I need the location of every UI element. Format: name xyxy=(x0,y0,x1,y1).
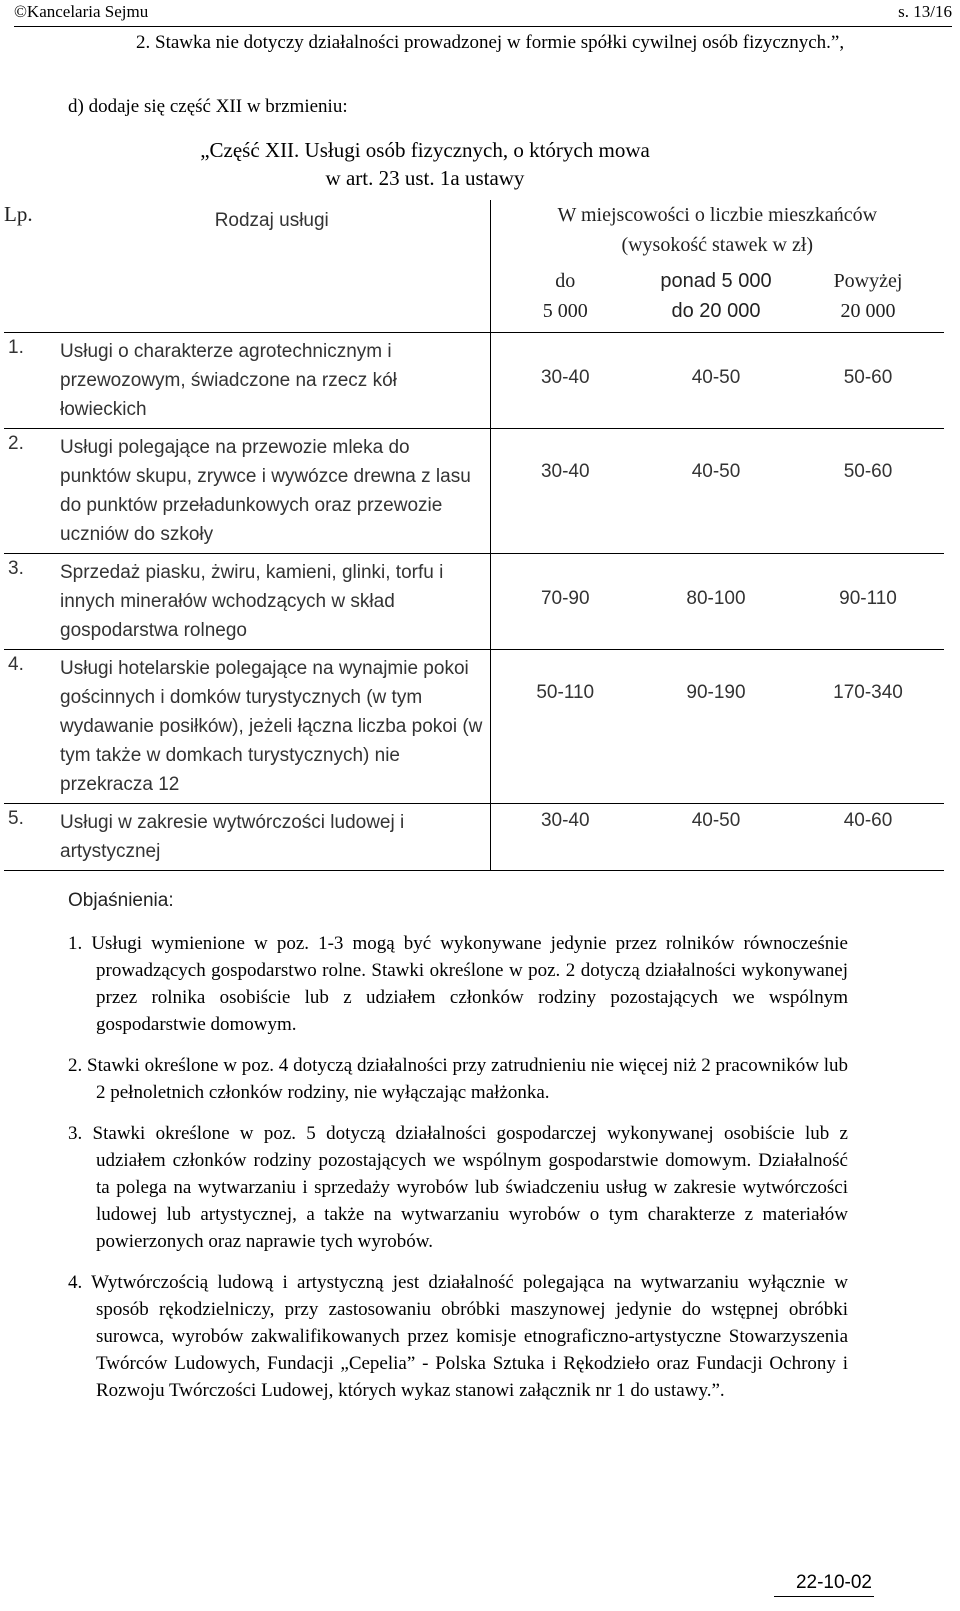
part-title-line-1: „Część XII. Usługi osób fizycznych, o których mowa xyxy=(200,138,650,162)
subheader-up-to-5000 xyxy=(490,260,640,333)
row-value-large: 50-60 xyxy=(792,429,944,554)
subheader-3-line-2: 20 000 xyxy=(840,300,896,322)
header-source: ©Kancelaria Sejmu xyxy=(14,2,149,21)
col-w-header-line-2: (wysokość stawek w zł) xyxy=(621,234,814,256)
row-value-large: 50-60 xyxy=(792,333,944,429)
row-value-small: 70-90 xyxy=(490,554,640,650)
intro-d-line: d) dodaje się część XII w brzmieniu: xyxy=(68,96,348,117)
subheader-1-line-1: do xyxy=(555,270,576,292)
notes-list xyxy=(68,930,848,1418)
intro-item-2 xyxy=(82,30,912,56)
row-desc: Usługi polegające na przewozie mleka do punktów skupu, zrywce i wywózce drewna z lasu do punktów przeładunkowych oraz przewozie uczniów do szkoły xyxy=(54,429,490,554)
row-value-small: 30-40 xyxy=(490,333,640,429)
note-item: 1. Usługi wymienione w poz. 1-3 mogą być wykonywane jedynie przez rolników równocześnie prowadzących gospodarstwo rolne. Stawki określone w poz. 2 dotyczą działalności wykonywanej przez rolnika osobiście lub z udziałem członków rodziny pozostających we wspólnym gospodarstwie domowym. xyxy=(68,933,848,1035)
subheader-above-20000 xyxy=(792,260,944,333)
intro-item-2-text: 2. Stawka nie dotyczy działalności prowadzonej w formie spółki cywilnej osób fizycznych.”, xyxy=(136,32,845,53)
footer-date: 22-10-02 xyxy=(795,1572,872,1593)
row-value-large: 170-340 xyxy=(792,650,944,804)
row-desc: Usługi o charakterze agrotechnicznym i przewozowym, świadczone na rzecz kół łowieckich xyxy=(54,333,490,429)
notes-heading: Objaśnienia: xyxy=(68,890,174,911)
subheader-5000-20000 xyxy=(640,260,792,333)
table-header-row xyxy=(4,200,944,260)
table-row xyxy=(4,554,944,650)
row-value-small: 50-110 xyxy=(490,650,640,804)
page-number: s. 13/16 xyxy=(898,2,952,21)
subheader-3-line-1: Powyżej xyxy=(833,270,903,292)
row-value-medium: 40-50 xyxy=(640,429,792,554)
row-value-medium: 90-190 xyxy=(640,650,792,804)
col-lp-header: Lp. xyxy=(4,202,33,226)
row-lp: 4. xyxy=(4,650,54,804)
note-item: 3. Stawki określone w poz. 5 dotyczą działalności gospodarczej wykonywanej osobiście lub z udziałem członków rodziny pozostających we wspólnym gospodarstwie domowym. Działalność ta polega na wytwarzaniu i sprzedaży wyrobów lub świadczeniu usług w zakresie wytwórczości ludowej lub artystycznej, a także na wytwarzaniu wyrobów o tym charakterze z materiałów powierzonych oraz naprawie tych wyrobów. xyxy=(68,1123,848,1252)
row-lp: 3. xyxy=(4,554,54,650)
part-title xyxy=(0,136,770,192)
col-rodzaj-header: Rodzaj usługi xyxy=(54,200,490,333)
row-value-medium: 40-50 xyxy=(640,333,792,429)
row-desc: Usługi hotelarskie polegające na wynajmie pokoi gościnnych i domków turystycznych (w tym wydawanie posiłków), jeżeli łączna liczba pokoi (w tym także w domkach turystycznych) nie przekracza 12 xyxy=(54,650,490,804)
subheader-2-line-1: ponad 5 000 xyxy=(660,270,772,292)
row-desc: Sprzedaż piasku, żwiru, kamieni, glinki, torfu i innych minerałów wchodzących w skład gospodarstwa rolnego xyxy=(54,554,490,650)
row-value-small: 30-40 xyxy=(490,804,640,871)
subheader-2-line-2: do 20 000 xyxy=(671,300,761,322)
note-item: 4. Wytwórczością ludową i artystyczną jest działalność polegająca na wytwarzaniu wyłącznie w sposób rękodzielniczy, przy zastosowaniu obróbki maszynowej jedynie do wstępnej obróbki surowca, wyrobów zakwalifikowanych przez komisje etnograficzno-artystyczne Stowarzyszenia Twórców Ludowych, Fundacji „Cepelia” - Polska Sztuka i Rękodzieło oraz Fundacji Ochrony i Rozwoju Twórczości Ludowej, których wykaz stanowi załącznik nr 1 do ustawy.”. xyxy=(68,1272,848,1401)
table-row xyxy=(4,804,944,871)
row-lp: 5. xyxy=(4,804,54,871)
footer-rule xyxy=(774,1596,874,1597)
row-value-large: 90-110 xyxy=(792,554,944,650)
rates-table xyxy=(4,200,944,871)
row-lp: 1. xyxy=(4,333,54,429)
col-w-header xyxy=(490,200,944,260)
row-value-small: 30-40 xyxy=(490,429,640,554)
row-value-medium: 40-50 xyxy=(640,804,792,871)
row-lp: 2. xyxy=(4,429,54,554)
col-w-header-line-1: W miejscowości o liczbie mieszkańców xyxy=(557,204,878,226)
table-row xyxy=(4,429,944,554)
row-desc: Usługi w zakresie wytwórczości ludowej i artystycznej xyxy=(54,804,490,871)
table-row xyxy=(4,650,944,804)
part-title-line-2: w art. 23 ust. 1a ustawy xyxy=(325,166,525,190)
table-row xyxy=(4,333,944,429)
note-item: 2. Stawki określone w poz. 4 dotyczą działalności przy zatrudnieniu nie więcej niż 2 pracowników lub 2 pełnoletnich członków rodziny, nie wyłączając małżonka. xyxy=(68,1055,848,1103)
row-value-medium: 80-100 xyxy=(640,554,792,650)
header-rule xyxy=(14,26,952,27)
subheader-1-line-2: 5 000 xyxy=(542,300,588,322)
row-value-large: 40-60 xyxy=(792,804,944,871)
